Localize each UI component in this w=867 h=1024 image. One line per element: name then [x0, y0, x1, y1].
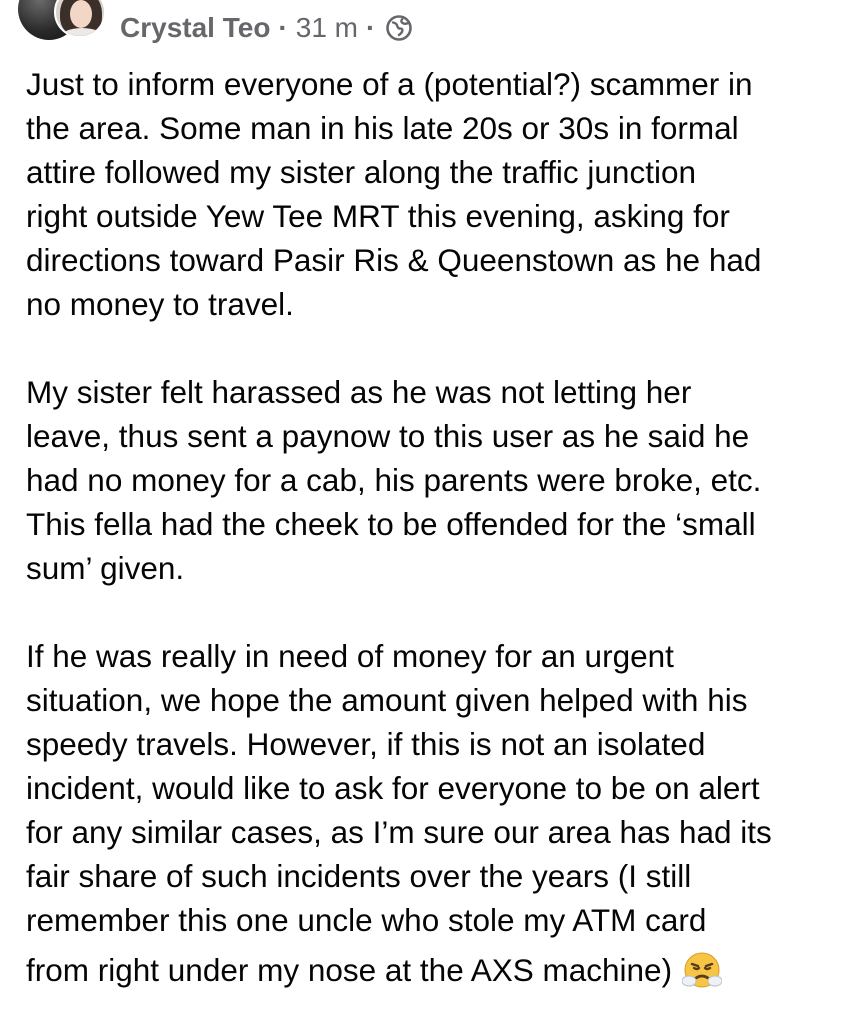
post-meta [120, 8, 413, 48]
post-text-line: Just to inform everyone of a (potential?) scammer in [26, 66, 753, 102]
post-text-line: My sister felt harassed as he was not letting her [26, 374, 692, 410]
avatar-face [70, 0, 92, 28]
post-body [26, 62, 846, 992]
post-text-line: attire followed my sister along the traffic junction [26, 154, 696, 190]
post-text-line: the area. Some man in his late 20s or 30s in formal [26, 110, 739, 146]
post-text-line: leave, thus sent a paynow to this user as he said he [26, 418, 750, 454]
profile-avatar[interactable] [54, 0, 106, 38]
post-text-line: fair share of such incidents over the years (I still [26, 858, 692, 894]
face-with-steam-from-nose-icon [682, 950, 722, 990]
author-name[interactable]: Crystal Teo [120, 12, 271, 43]
globe-icon[interactable] [385, 14, 413, 42]
post-text-line: speedy travels. However, if this is not an isolated [26, 726, 706, 762]
post-text-line: This fella had the cheek to be offended for the ‘small [26, 506, 756, 542]
post-text-line: If he was really in need of money for an urgent [26, 638, 674, 674]
post-text-line: sum’ given. [26, 550, 185, 586]
post-text-line: had no money for a cab, his parents were broke, etc. [26, 462, 762, 498]
avatar-group[interactable] [18, 0, 108, 42]
post-time[interactable]: 31 m [295, 12, 358, 43]
post-text-line-with-emoji [26, 948, 846, 992]
post-text-line: no money to travel. [26, 286, 294, 322]
separator-dot: · [278, 12, 288, 43]
post-text-line: incident, would like to ask for everyone to be on alert [26, 770, 760, 806]
separator-dot: · [366, 12, 376, 43]
post-text-line: right outside Yew Tee MRT this evening, asking for [26, 198, 730, 234]
post-header [0, 0, 867, 60]
post-paragraph [26, 62, 846, 326]
post-text-line: remember this one uncle who stole my ATM card [26, 902, 707, 938]
post-paragraph [26, 370, 846, 590]
post-text-line: directions toward Pasir Ris & Queenstown as he had [26, 242, 762, 278]
post-text-line: from right under my nose at the AXS machine) [26, 952, 673, 988]
post-text-line: situation, we hope the amount given helped with his [26, 682, 748, 718]
post-text-line: for any similar cases, as I’m sure our area has had its [26, 814, 772, 850]
post-paragraph [26, 634, 846, 992]
